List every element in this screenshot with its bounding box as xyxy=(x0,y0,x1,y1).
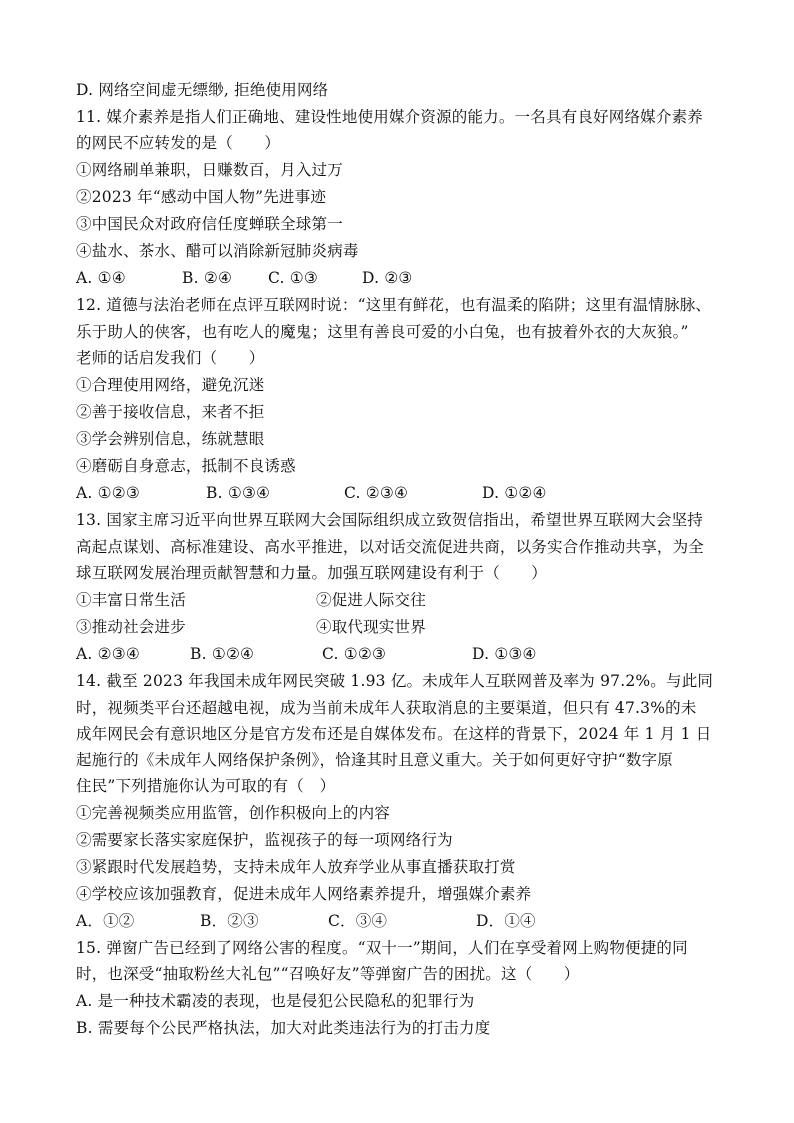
q11-item-3: ③中国民众对政府信任度蝉联全球第一 xyxy=(76,215,343,233)
q13-stem-line-1: 13. 国家主席习近平向世界互联网大会国际组织成立致贺信指出，希望世界互联网大会坚持 xyxy=(76,511,703,529)
q14-stem-line-1: 14. 截至 2023 年我国未成年网民突破 1.93 亿。未成年人互联网普及率为 97.2%。与此同 xyxy=(76,672,714,690)
q13-item-3: ③推动社会进步 xyxy=(76,618,186,636)
q11-option-b: B. ②④ xyxy=(182,269,233,287)
q13-item-2: ②促进人际交往 xyxy=(316,591,426,609)
q14-option-a: A．①② xyxy=(76,912,135,930)
q11-item-1: ①网络刷单兼职，日赚数百，月入过万 xyxy=(76,161,343,179)
q13-item-1: ①丰富日常生活 xyxy=(76,591,186,609)
q11-stem-line-1: 11. 媒介素养是指人们正确地、建设性地使用媒介资源的能力。一名具有良好网络媒介素养 xyxy=(76,108,703,126)
q12-item-2: ②善于接收信息，来者不拒 xyxy=(76,403,265,421)
q12-item-4: ④磨砺自身意志，抵制不良诱惑 xyxy=(76,457,296,475)
q12-option-c: C. ②③④ xyxy=(344,484,409,502)
q15-option-b: B. 需要每个公民严格执法，加大对此类违法行为的打击力度 xyxy=(76,1019,491,1037)
q12-option-a: A. ①②③ xyxy=(76,484,140,502)
q12-item-1: ①合理使用网络，避免沉迷 xyxy=(76,376,265,394)
q12-option-d: D. ①②④ xyxy=(482,484,547,502)
q14-item-3: ③紧跟时代发展趋势，支持未成年人放弃学业从事直播获取打赏 xyxy=(76,858,516,876)
q13-option-a: A. ②③④ xyxy=(76,645,140,663)
q12-stem-line-2: 乐于助人的侠客，也有吃人的魔鬼；这里有善良可爱的小白兔，也有披着外衣的大灰狼。” xyxy=(76,323,689,341)
q12-stem-line-1: 12. 道德与法治老师在点评互联网时说：“这里有鲜花，也有温柔的陷阱；这里有温情脉脉、 xyxy=(76,296,712,314)
q13-option-c: C. ①②③ xyxy=(322,645,387,663)
q14-stem-line-2: 时，视频类平台还超越电视，成为当前未成年人获取消息的主要渠道，但只有 47.3%的未 xyxy=(76,699,697,717)
q11-item-4: ④盐水、茶水、醋可以消除新冠肺炎病毒 xyxy=(76,242,359,260)
q15-stem-line-2: 时，也深受“抽取粉丝大礼包”“召唤好友”等弹窗广告的困扰。这（ ） xyxy=(76,965,580,983)
q15-stem-line-1: 15. 弹窗广告已经到了网络公害的程度。“双十一”期间，人们在享受着网上购物便捷的同 xyxy=(76,939,688,957)
q12-option-b: B. ①③④ xyxy=(206,484,271,502)
q14-option-c: C．③④ xyxy=(328,912,388,930)
q15-option-a: A. 是一种技术霸凌的表现，也是侵犯公民隐私的犯罪行为 xyxy=(76,992,475,1010)
prev-question-option-d: D. 网络空间虚无缥缈, 拒绝使用网络 xyxy=(76,81,329,99)
q13-stem-line-2: 高起点谋划、高标准建设、高水平推进，以对话交流促进共商，以务实合作推动共享，为全 xyxy=(76,538,705,556)
q12-stem-line-3: 老师的话启发我们（ ） xyxy=(76,349,265,367)
q13-item-4: ④取代现实世界 xyxy=(316,618,426,636)
q11-option-d: D. ②③ xyxy=(362,269,413,287)
q14-option-b: B．②③ xyxy=(200,912,259,930)
q11-option-a: A. ①④ xyxy=(76,269,126,287)
q12-item-3: ③学会辨别信息，练就慧眼 xyxy=(76,430,265,448)
q14-option-d: D．①④ xyxy=(476,912,536,930)
q14-item-4: ④学校应该加强教育，促进未成年人网络素养提升，增强媒介素养 xyxy=(76,885,532,903)
q14-stem-line-5: 住民”下列措施你认为可取的有（ ） xyxy=(76,777,336,795)
q13-stem-line-3: 球互联网发展治理贡献智慧和力量。加强互联网建设有利于（ ） xyxy=(76,564,548,582)
q14-stem-line-4: 起施行的《未成年人网络保护条例》，恰逢其时且意义重大。关于如何更好守护“数字原 xyxy=(76,751,673,769)
q11-stem-line-2: 的网民不应转发的是（ ） xyxy=(76,134,281,152)
q11-item-2: ②2023 年“感动中国人物”先进事迹 xyxy=(76,188,327,206)
q13-option-b: B. ①②④ xyxy=(190,645,255,663)
q14-stem-line-3: 成年网民会有意识地区分是官方发布还是自媒体发布。在这样的背景下，2024 年 1 月 1 日 xyxy=(76,725,712,743)
q13-option-d: D. ①③④ xyxy=(472,645,537,663)
q11-option-c: C. ①③ xyxy=(268,269,318,287)
q14-item-1: ①完善视频类应用监管，创作积极向上的内容 xyxy=(76,804,391,822)
q14-item-2: ②需要家长落实家庭保护，监视孩子的每一项网络行为 xyxy=(76,831,453,849)
